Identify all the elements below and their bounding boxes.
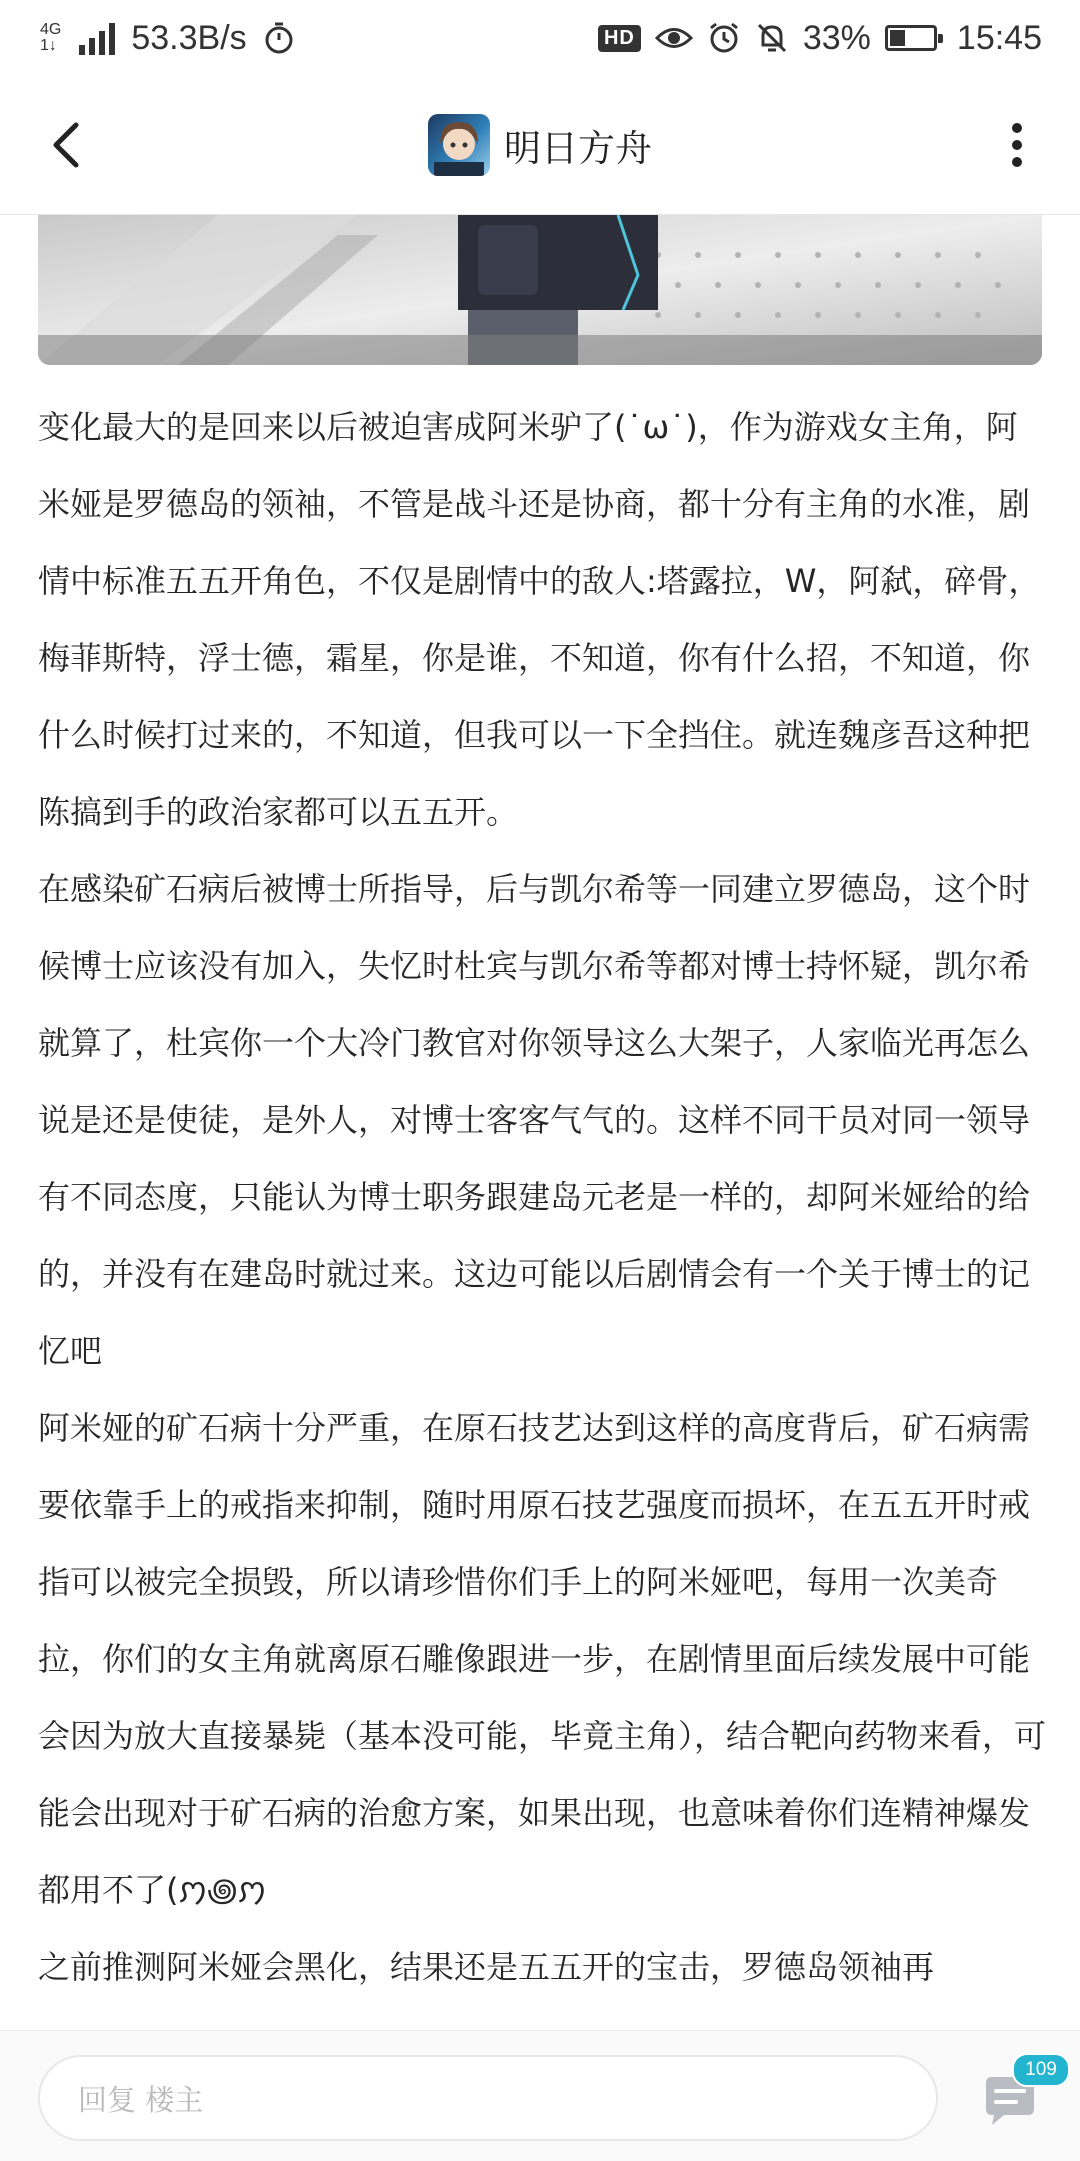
article-paragraph-4: 之前推测阿米娅会黑化，结果还是五五开的宝击，罗德岛领袖再 — [38, 1948, 935, 1986]
post-image[interactable] — [38, 215, 1042, 365]
top-app-bar — [0, 76, 1080, 215]
reply-input[interactable]: 回复 楼主 — [38, 2055, 938, 2141]
more-options-button[interactable] — [982, 110, 1052, 180]
more-vertical-icon — [1010, 121, 1024, 169]
app-logo-icon — [428, 114, 490, 176]
page-title: 明日方舟 — [504, 127, 652, 170]
status-right — [598, 19, 1080, 58]
status-bar — [0, 0, 1080, 76]
status-left — [0, 19, 295, 58]
network-sub-label: 1↓ — [40, 37, 57, 54]
comment-count-badge: 109 — [1012, 2053, 1070, 2087]
battery-percent: 33% — [802, 18, 871, 57]
eye-icon — [655, 23, 693, 53]
character-image-illustration — [38, 215, 1042, 365]
article-paragraph-2: 在感染矿石病后被博士所指导，后与凯尔希等一同建立罗德岛，这个时候博士应该没有加入，失忆时杜宾与凯尔希等都对博士持怀疑，凯尔希就算了，杜宾你一个大冷门教官对你领导这么大架子，人家临光再怎么说是还是使徒，是外人，对博士客客气气的。这样不同干员对同一领导有不同态度，只能认为博士职务跟建岛元老是一样的，却阿米娅给的给的，并没有在建岛时就过来。这边可能以后剧情会有一个关于博士的记忆吧 — [38, 870, 1031, 1370]
mute-bell-icon — [755, 21, 789, 55]
battery-fill — [890, 30, 905, 46]
stopwatch-icon — [263, 21, 295, 55]
signal-icon — [79, 21, 115, 55]
post-content[interactable] — [0, 215, 1080, 2030]
back-arrow-icon — [50, 121, 80, 169]
back-button[interactable] — [30, 110, 100, 180]
article-paragraph-1: 变化最大的是回来以后被迫害成阿米驴了(˙ω˙)，作为游戏女主角，阿米娅是罗德岛的领袖，不管是战斗还是协商，都十分有主角的水准，剧情中标准五五开角色，不仅是剧情中的敌人:塔露拉，W，阿弑，碎骨，梅菲斯特，浮士德，霜星，你是谁，不知道，你有什么招，不知道，你什么时候打过来的，不知道，但我可以一下全挡住。就连魏彦吾这种把陈搞到手的政治家都可以五五开。 — [38, 408, 1041, 831]
network-speed: 53.3B/s — [131, 18, 247, 57]
network-type — [40, 22, 61, 54]
reply-bar — [0, 2030, 1080, 2161]
title-group — [428, 114, 652, 176]
clock-time: 15:45 — [956, 18, 1042, 57]
article-body — [38, 389, 1048, 2006]
article-paragraph-3: 阿米娅的矿石病十分严重，在原石技艺达到这样的高度背后，矿石病需要依靠手上的戒指来抑制，随时用原石技艺强度而损坏，在五五开时戒指可以被完全损毁，所以请珍惜你们手上的阿米娅吧，每用一次美奇拉，你们的女主角就离原石雕像跟进一步，在剧情里面后续发展中可能会因为放大直接暴毙（基本没可能，毕竟主角），结合靶向药物来看，可能会出现对于矿石病的治愈方案，如果出现，也意味着你们连精神爆发都用不了(ꩀ꩜ꩀ — [38, 1409, 1047, 1909]
alarm-icon — [707, 21, 741, 55]
battery-icon — [885, 25, 937, 51]
hd-badge: HD — [598, 25, 641, 52]
network-type-label: 4G — [40, 21, 62, 38]
